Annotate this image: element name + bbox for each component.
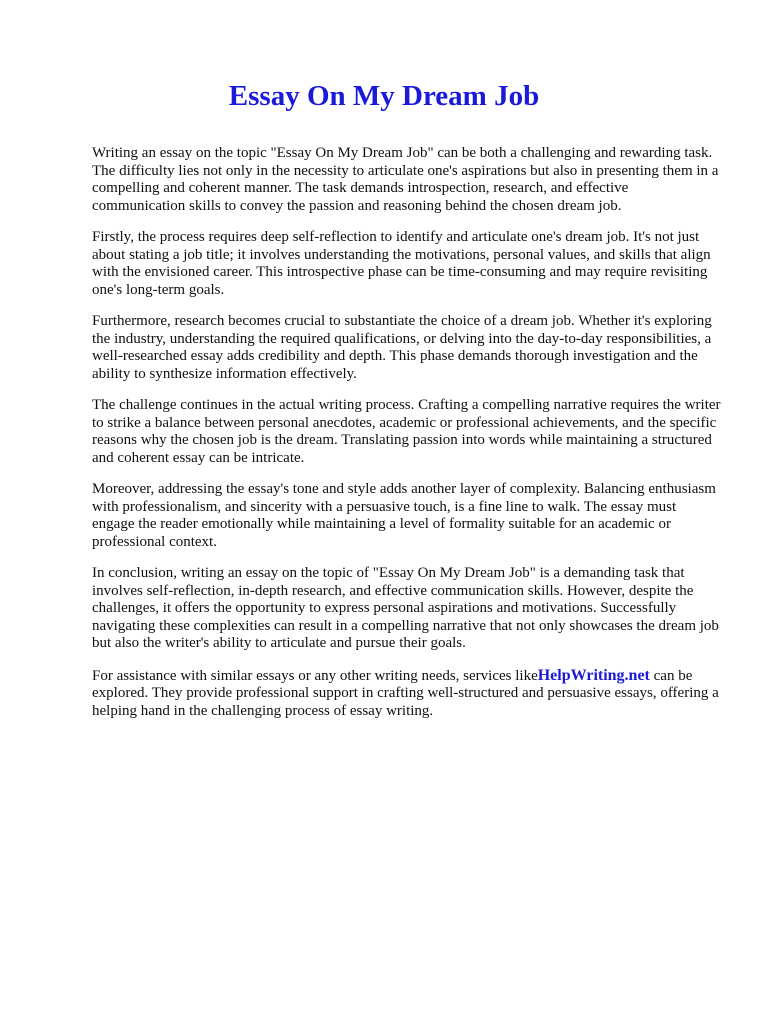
closing-text-before-link: For assistance with similar essays or any other writing needs, services like (92, 667, 538, 684)
page-title: Essay On My Dream Job (228, 80, 540, 112)
paragraph-conclusion: In conclusion, writing an essay on the topic of "Essay On My Dream Job" is a demanding task that involves self-reflection, in-depth research, and effective communication skills. However, despite the challenges, it offers the opportunity to express personal aspirations and motivations. Successfully navigating these complexities can result in a compelling narrative that not only showcases the dream job but also the writer's ability to articulate and pursue their goals. (92, 565, 719, 651)
paragraph-tone-style: Moreover, addressing the essay's tone and style adds another layer of complexity. Balancing enthusiasm with professionalism, and sincerity with a persuasive touch, is a fine line to walk. The essay must engage the reader emotionally while maintaining a level of formality suitable for an academic or professional context. (92, 481, 716, 550)
paragraph-research: Furthermore, research becomes crucial to substantiate the choice of a dream job. Whether it's exploring the industry, understanding the required qualifications, or delving into the day-to-day responsibilities, a well-researched essay adds credibility and depth. This phase demands thorough investigation and the ability to synthesize information effectively. (92, 313, 712, 382)
paragraph-self-reflection: Firstly, the process requires deep self-reflection to identify and articulate one's dream job. It's not just about stating a job title; it involves understanding the motivations, personal values, and skills that align with the envisioned career. This introspective phase can be time-consuming and may require revisiting one's long-term goals. (92, 229, 711, 298)
paragraph-intro: Writing an essay on the topic "Essay On My Dream Job" can be both a challenging and rewarding task. The difficulty lies not only in the necessity to articulate one's aspirations but also in presenting them in a compelling and coherent manner. The task demands introspection, research, and effective communication skills to convey the passion and reasoning behind the chosen dream job. (92, 145, 719, 214)
essay-body (92, 145, 722, 734)
paragraph-closing (92, 667, 722, 721)
helpwriting-link[interactable]: HelpWriting.net (537, 666, 650, 684)
closing-text-after-link: can be explored. They provide professional support in crafting well-structured and persuasive essays, offering a helping hand in the challenging process of essay writing. (92, 667, 719, 719)
paragraph-writing-process: The challenge continues in the actual writing process. Crafting a compelling narrative requires the writer to strike a balance between personal anecdotes, academic or professional achievements, and the specific reasons why the chosen job is the dream. Translating passion into words while maintaining a structured and coherent essay can be intricate. (92, 397, 721, 466)
